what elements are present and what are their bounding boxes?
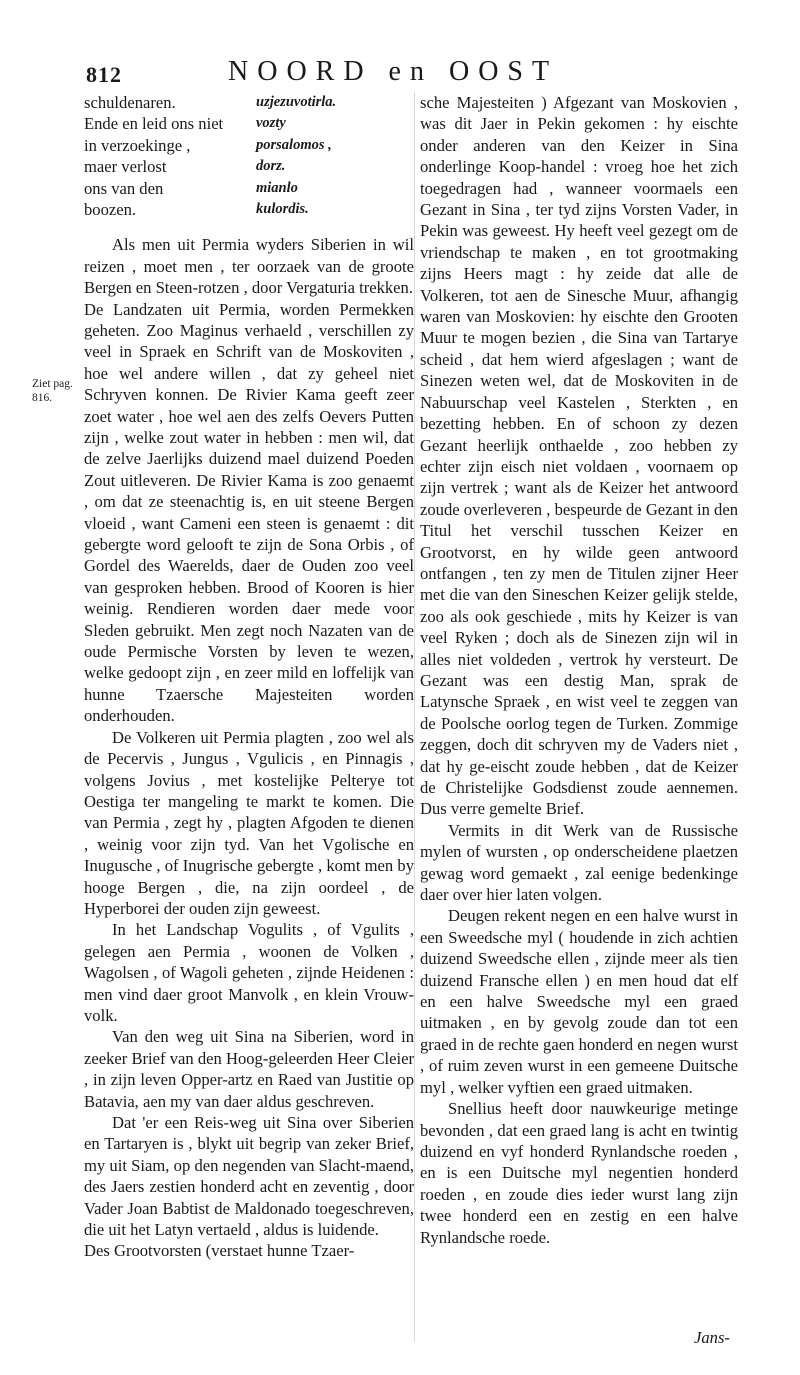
paragraph: Deugen rekent negen en een halve wurst in een Sweedsche myl ( houdende in zich achtien duizend Sweedsche ellen , zijnde meer als tien duizend Fransche ellen ) en men houd dat elf en een halve Sweedsche myl een graed uitmaken , en by gevolg zoude dan tot een graed in de rechte gaen honderd en negen wurst , of ruim zeven wurst in een gemeene Duitsche myl , welker vyftien een graed uitmaken. [420, 906, 738, 1097]
margin-note: Ziet pag. 816. [32, 378, 73, 404]
paragraph: De Volkeren uit Permia plagten , zoo wel als de Pecervis , Jungus , Vgulicis , en Pinnagis , volgens Jovius , met kostelijke Pelterye tot Oestiga ter mangeling te markt te komen. Die van Permia , zegt hy , plagten Afgoden te dienen , weinig voor zijn tyd. Van het Vgolische en Inugusche , of Inugrische gebergte , komt men by hooge Bergen , die, na zijn oordeel , de Hyperborei der ouden zijn geweest. [84, 727, 414, 918]
tartar-text: vozty [256, 115, 286, 132]
prayer-line [84, 178, 414, 199]
prayer-line [84, 156, 414, 177]
paragraph: Vermits in dit Werk van de Russische mylen of wursten , op onderscheidene plaetzen gewag word gemaekt , zal eenige bedenkinge daer over hier laten volgen. [420, 820, 738, 905]
paragraph: Des Grootvorsten (verstaet hunne Tzaer- [84, 1241, 355, 1261]
paragraph: Dat 'er een Reis-weg uit Sina over Siberien en Tartaryen is , blykt uit begrip van zeker Brief, my uit Siam, op den negenden van Slacht-maend, des Jaers zestien honderd acht en zeventig , door Vader Joan Babtist de Maldonado toegeschreven, die uit het Latyn vertaeld , aldus is luidende. [84, 1113, 414, 1240]
prayer-line [84, 113, 414, 134]
paragraph: Als men uit Permia wyders Siberien in wil reizen , moet men , ter oorzaek van de groote Bergen en Steen-rotzen , door Vergaturia trekken. [84, 235, 414, 298]
paragraph: De Landzaten uit Permia, worden Permekken geheten. Zoo Maginus verhaeld , verschillen zy veel in Spraek en Schrift van de Moskoviten , hoe wel andere willen , dat zy geheel niet Schryven konnen. De Rivier Kama geeft zeer zoet water , hoe wel aen des zelfs Oevers Putten zijn , welke zout water in hebben : men wil, dat de zelve Jaerlijks duizend mael duizend Poeden Zout uitleveren. De Rivier Kama is zoo genaemt , om dat ze steenachtig is, en uit steene Bergen vloeid , want Cameni een steen is genaemt : dit gebergte word gelooft te zijn de Sona Orbis , of Gordel des Waerelds, daer de Ouden zoo veel van gesproken hebben. Brood of Kooren is hier weinig. Rendieren worden daer mede voor Sleden gebruikt. Men zegt noch Nazaten van de oude Permische Vorsten by leven te wezen, welke gedoopt zijn , en zeer mild en loffelijk van hunne Tzaersche Majesteiten worden onderhouden. [84, 299, 414, 726]
dutch-text: schuldenaren. [84, 93, 176, 112]
dutch-text: ons van den [84, 178, 164, 198]
paragraph: Van den weg uit Sina na Siberien, word in zeeker Brief van den Hoog-geleerden Heer Cleier , in zijn leven Opper-artz en Raed van Justitie op Batavia, aen my van daer aldus geschreven. [84, 1027, 414, 1111]
dutch-text: boozen. [84, 199, 137, 219]
running-title: NOORD en OOST [228, 56, 559, 87]
paragraph: sche Majesteiten ) Afgezant van Moskovien , was dit Jaer in Pekin gekomen : hy eischte onder anderen van den Keizer in Sina onderlinge Koop-handel : vroeg hoe het zich toegedragen had , wanneer voormaels een Gezant in Sina , ter tyd zijns Vorsten Vader, in Pekin was geweest. Hy heeft veel gezegt om de vriendschap te maken , en tot grootmaking zijns Heers magt : hy zeide dat alle de Volkeren, tot aen de Sinesche Muur, afhangig waren van Moskovien: hy eischte den Grooten Muur te mogen bezien , die Sina van Tartarye scheid , dat hem wierd afgeslagen ; want de Sinezen weten wel, dat de Moskoviten in de Nabuurschap veel Kastelen , Sterkten , en bezetting hebben. En of schoon zy dezen Gezant heerlijk onthaelde , zoo hebben zy echter zijn eisch niet voldaen , voornaem op zijn vertrek ; want als de Keizer het antwoord zoude overleveren , bespeurde de Gezant in den Titul het verschil tusschen Keizer en Grootvorst, en hy wilde geen antwoord ontfangen , ten zy men de Titulen zijner Heer met die van den Sineschen Keizer gelijk stelde, zoo als ook geschiede , mits hy Keizer is van veel Ryken ; doch als de Sinezen zijn wil in alles niet voldeden , vertrok hy versteurt. De Gezant was een destig Man, sprak de Latynsche Spraek , en wist veel te zeggen van de Poolsche oorlog tegen de Turken. Zommige zeggen, doch dit schryven my de Vaders niet , dat hy ge-eischt zoude hebben , dat de Keizer de Christelijke Godsdienst zoude aennemen. Dus verre gemelte Brief. [420, 93, 738, 819]
column-divider [414, 92, 415, 1342]
tartar-text: kulordis. [256, 200, 309, 217]
paragraph: In het Landschap Vogulits , of Vgulits , gelegen aen Permia , woonen de Volken , Wagolsen , of Wagoli geheten , zijnde Heidenen : men vind daer groot Manvolk , en klein Vrouw-volk. [84, 920, 414, 1025]
dutch-text: maer verlost [84, 157, 167, 177]
dutch-text: in verzoekinge , [84, 135, 191, 155]
catchword: Jans- [694, 1328, 730, 1347]
tartar-text: mianlo [256, 179, 298, 196]
tartar-text: uzjezuvotirla. [256, 94, 337, 110]
tartar-text: dorz. [256, 158, 286, 175]
tartar-text: porsalomos , [256, 136, 332, 153]
dutch-text: Ende en leid ons niet [84, 114, 224, 134]
spacer [84, 220, 414, 234]
prayer-line [84, 135, 414, 156]
left-column [84, 92, 414, 1262]
prayer-line [84, 199, 414, 220]
paragraph: Snellius heeft door nauwkeurige metinge bevonden , dat een graed lang is acht en twintig duizend en vyf honderd Rynlandsche roeden , en is een Duitsche myl negentien honderd roeden , en zoude dies ieder wurst lang zijn twee honderd een en zestig en een halve Rynlandsche roede. [420, 1099, 738, 1247]
prayer-table [84, 92, 414, 220]
page-header [86, 56, 746, 96]
prayer-line [84, 92, 414, 113]
right-column [420, 92, 738, 1248]
page-number: 812 [86, 62, 122, 87]
